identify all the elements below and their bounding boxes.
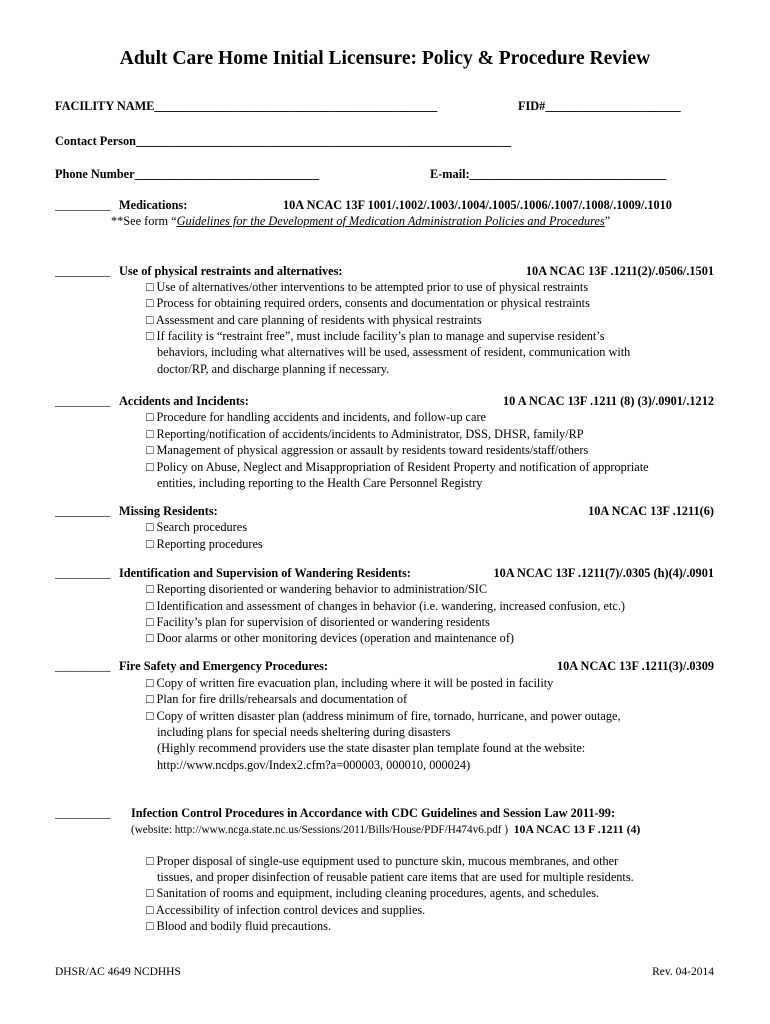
footer-revision: Rev. 04-2014	[652, 966, 714, 978]
restraints-item-checkbox[interactable]: □ Use of alternatives/other interventions to be attempted prior to use of physical restraints	[146, 280, 589, 294]
fire-item-continuation: including plans for special needs sheltering during disasters	[157, 725, 451, 739]
facility-name-field[interactable]: FACILITY NAME______________________________________________	[55, 99, 438, 113]
restraints-item-continuation: doctor/RP, and discharge planning if necessary.	[157, 362, 390, 376]
fire-item-checkbox[interactable]: □ Copy of written fire evacuation plan, including where it will be posted in facility	[146, 676, 554, 690]
medications-note-prefix: **See form “	[111, 214, 177, 228]
fire-item-checkbox[interactable]: □ Plan for fire drills/rehearsals and documentation of	[146, 692, 408, 706]
fire-checkoff-blank[interactable]: _________	[55, 659, 111, 673]
wandering-heading: Identification and Supervision of Wandering Residents:	[119, 566, 411, 580]
infection-item-checkbox[interactable]: □ Accessibility of infection control devices and supplies.	[146, 903, 426, 917]
document-title: Adult Care Home Initial Licensure: Policy & Procedure Review	[119, 48, 651, 69]
fire-rule: 10A NCAC 13F .1211(3)/.0309	[556, 659, 714, 673]
restraints-item-checkbox[interactable]: □ Process for obtaining required orders, consents and documentation or physical restraints	[146, 296, 590, 310]
accidents-item-checkbox[interactable]: □ Reporting/notification of accidents/incidents to Administrator, DSS, DHSR, family/RP	[146, 427, 584, 441]
medications-guidelines-link: Guidelines for the Development of Medication Administration Policies and Procedures	[176, 214, 605, 228]
infection-website	[131, 822, 640, 837]
missing-checkoff-blank[interactable]: _________	[55, 504, 111, 518]
infection-rule: 10A NCAC 13 F .1211 (4)	[513, 822, 641, 836]
medications-checkoff-blank[interactable]: _________	[55, 198, 111, 212]
fire-item-continuation: (Highly recommend providers use the state disaster plan template found at the website:	[157, 741, 586, 755]
infection-checkoff-blank[interactable]: _________	[55, 806, 111, 820]
fid-field[interactable]: FID#______________________	[518, 99, 681, 113]
accidents-rule: 10 A NCAC 13F .1211 (8) (3)/.0901/.1212	[503, 394, 714, 408]
accidents-checkoff-blank[interactable]: _________	[55, 394, 111, 408]
fire-heading: Fire Safety and Emergency Procedures:	[119, 659, 329, 673]
restraints-heading: Use of physical restraints and alternatives:	[119, 264, 343, 278]
wandering-checkoff-blank[interactable]: _________	[55, 566, 111, 580]
missing-item-checkbox[interactable]: □ Reporting procedures	[146, 537, 263, 551]
infection-item-continuation: tissues, and proper disinfection of reusable patient care items that are used for multiple residents.	[157, 870, 634, 884]
infection-website-url: (website: http://www.ncga.state.nc.us/Sessions/2011/Bills/House/PDF/H474v6.pdf )	[131, 824, 509, 836]
infection-item-checkbox[interactable]: □ Blood and bodily fluid precautions.	[146, 919, 332, 933]
missing-item-checkbox[interactable]: □ Search procedures	[146, 520, 247, 534]
phone-number-field[interactable]: Phone Number______________________________	[55, 167, 320, 181]
restraints-item-continuation: behaviors, including what alternatives will be used, assessment of resident, communication with	[157, 345, 631, 359]
wandering-item-checkbox[interactable]: □ Identification and assessment of changes in behavior (i.e. wandering, increased confusion, etc.)	[146, 599, 625, 613]
accidents-item-checkbox[interactable]: □ Procedure for handling accidents and incidents, and follow-up care	[146, 410, 487, 424]
restraints-item-checkbox[interactable]: □ If facility is “restraint free”, must include facility’s plan to manage and supervise resident’s	[146, 329, 605, 343]
wandering-item-checkbox[interactable]: □ Reporting disoriented or wandering behavior to administration/SIC	[146, 582, 488, 596]
contact-person-field[interactable]: Contact Person_____________________________________________________________	[55, 134, 511, 148]
infection-heading: Infection Control Procedures in Accordance with CDC Guidelines and Session Law 2011-99:	[131, 806, 616, 820]
infection-item-checkbox[interactable]: □ Proper disposal of single-use equipment used to puncture skin, mucous membranes, and other	[146, 854, 619, 868]
accidents-item-checkbox[interactable]: □ Policy on Abuse, Neglect and Misappropriation of Resident Property and notification of appropriate	[146, 460, 649, 474]
fire-disaster-plan-url: http://www.ncdps.gov/Index2.cfm?a=000003, 000010, 000024)	[157, 758, 471, 772]
infection-item-checkbox[interactable]: □ Sanitation of rooms and equipment, including cleaning procedures, agents, and schedules.	[146, 886, 600, 900]
restraints-rule: 10A NCAC 13F .1211(2)/.0506/.1501	[525, 264, 714, 278]
wandering-item-checkbox[interactable]: □ Door alarms or other monitoring devices (operation and maintenance of)	[146, 631, 515, 645]
footer-form-number: DHSR/AC 4649 NCDHHS	[55, 966, 181, 978]
missing-rule: 10A NCAC 13F .1211(6)	[588, 504, 714, 518]
wandering-rule: 10A NCAC 13F .1211(7)/.0305 (h)(4)/.0901	[493, 566, 714, 580]
medications-note	[111, 214, 610, 229]
accidents-heading: Accidents and Incidents:	[119, 394, 249, 408]
missing-heading: Missing Residents:	[119, 504, 218, 518]
restraints-item-checkbox[interactable]: □ Assessment and care planning of residents with physical restraints	[146, 313, 482, 327]
fire-item-checkbox[interactable]: □ Copy of written disaster plan (address minimum of fire, tornado, hurricane, and power outage,	[146, 709, 621, 723]
wandering-item-checkbox[interactable]: □ Facility’s plan for supervision of disoriented or wandering residents	[146, 615, 490, 629]
medications-note-suffix: ”	[604, 214, 611, 228]
email-field[interactable]: E-mail:________________________________	[430, 167, 667, 181]
accidents-item-checkbox[interactable]: □ Management of physical aggression or assault by residents toward residents/staff/others	[146, 443, 589, 457]
accidents-item-continuation: entities, including reporting to the Health Care Personnel Registry	[157, 476, 483, 490]
medications-rule: 10A NCAC 13F 1001/.1002/.1003/.1004/.1005/.1006/.1007/.1008/.1009/.1010	[283, 198, 672, 212]
medications-heading: Medications:	[119, 198, 188, 212]
restraints-checkoff-blank[interactable]: _________	[55, 264, 111, 278]
